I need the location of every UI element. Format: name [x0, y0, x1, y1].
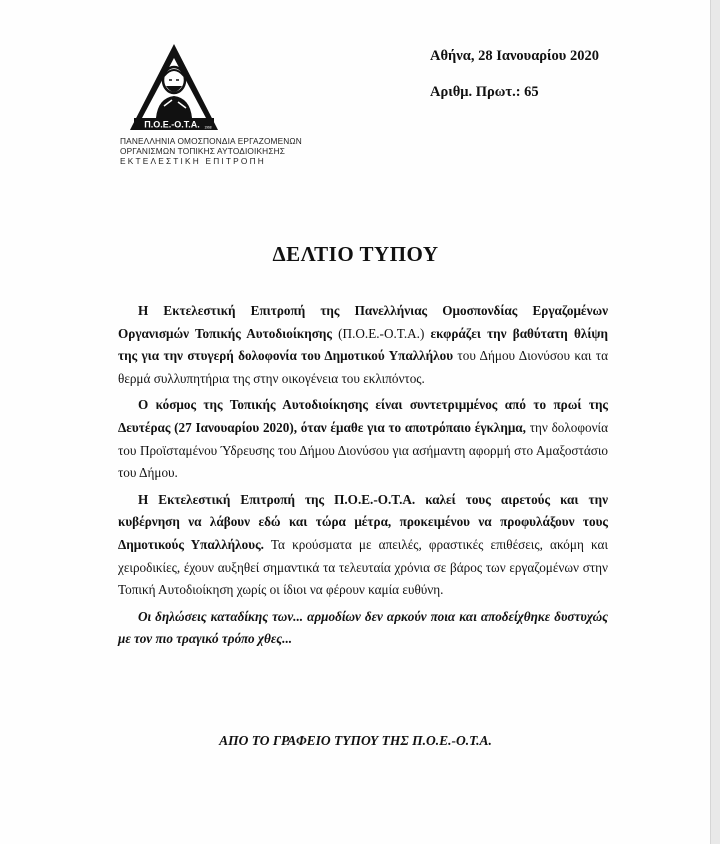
paragraph-3: [118, 489, 608, 602]
logo-text: Π.Ο.Ε.-Ο.Τ.Α.: [144, 119, 200, 130]
logo-year: 1968: [204, 125, 212, 130]
union-logo: [128, 42, 220, 134]
document-meta: [430, 46, 599, 118]
document-date: Αθήνα, 28 Ιανουαρίου 2020: [430, 48, 599, 64]
paragraph-1-bold-1: Η Εκτελεστική Επιτροπή της Πανελλήνιας Ομοσπονδίας Εργαζομένων Οργανισμών Τοπικής Αυτοδιοίκησης: [118, 303, 608, 341]
paragraph-2-bold-1: Ο κόσμος της Τοπικής Αυτοδιοίκησης είναι συντετριμμένος από το πρωί της Δευτέρας (27 Ιανουαρίου 2020), όταν έμαθε για το αποτρόπαιο έγκλημα,: [118, 397, 608, 435]
page-title: ΔΕΛΤΙΟ ΤΥΠΟΥ: [272, 242, 439, 266]
org-line-3: ΕΚΤΕΛΕΣΤΙΚΗ ΕΠΙΤΡΟΠΗ: [120, 156, 266, 166]
paragraph-4-bold-italic: Οι δηλώσεις καταδίκης των... αρμοδίων δεν αρκούν ποια και αποδείχθηκε δυστυχώς με τον πιο τραγικό τρόπο χθες...: [118, 608, 608, 647]
paragraph-4: [118, 606, 608, 651]
letterhead: [120, 42, 302, 166]
press-release-body: [118, 300, 608, 655]
paragraph-1-bold-2: εκφράζει την βαθύτατη θλίψη της για την στυγερή δολοφονία του Δημοτικού Υπαλλήλου: [118, 325, 608, 364]
paragraph-3-bold-1: Η Εκτελεστική Επιτροπή της Π.Ο.Ε.-Ο.Τ.Α. καλεί τους αιρετούς και την κυβέρνηση να λάβουν εδώ και τώρα μέτρα, προκειμένου να προφυλάξουν τους Δημοτικούς Υπαλλήλους.: [118, 491, 608, 552]
org-line-2: ΟΡΓΑΝΙΣΜΩΝ ΤΟΠΙΚΗΣ ΑΥΤΟΔΙΟΙΚΗΣΗΣ: [120, 146, 286, 156]
paragraph-2: [118, 394, 608, 484]
paragraph-2-text-1: την δολοφονία του Προϊσταμένου Ύδρευσης του Δήμου Διονύσου για ασήμαντη αφορμή στο Αμαξοστάσιο του Δήμου.: [118, 419, 608, 481]
closing-signature: ΑΠΟ ΤΟ ΓΡΑΦΕΙΟ ΤΥΠΟΥ ΤΗΣ Π.Ο.Ε.-Ο.Τ.Α.: [219, 733, 492, 748]
protocol-number: Αριθμ. Πρωτ.: 65: [430, 84, 539, 100]
paragraph-3-text-1: Τα κρούσματα με απειλές, φραστικές επιθέσεις, ακόμη και χειροδικίες, έχουν αυξηθεί σημαντικά τα τελευταία χρόνια σε βάρος των εργαζομένων στην Τοπική Αυτοδιοίκηση χωρίς οι ίδιοι να φέρουν καμία ευθύνη.: [118, 536, 609, 598]
organization-name: [120, 136, 302, 166]
page-edge: [710, 0, 720, 844]
org-line-1: ΠΑΝΕΛΛΗΝΙΑ ΟΜΟΣΠΟΝΔΙΑ ΕΡΓΑΖΟΜΕΝΩΝ: [120, 136, 302, 146]
paragraph-1: [118, 300, 608, 390]
paragraph-1-text-1: (Π.Ο.Ε.-Ο.Τ.Α.): [331, 325, 431, 341]
paragraph-1-text-2: του Δήμου Διονύσου και τα θερμά συλλυπητήρια της στην οικογένεια του εκλιπόντος.: [118, 348, 608, 386]
